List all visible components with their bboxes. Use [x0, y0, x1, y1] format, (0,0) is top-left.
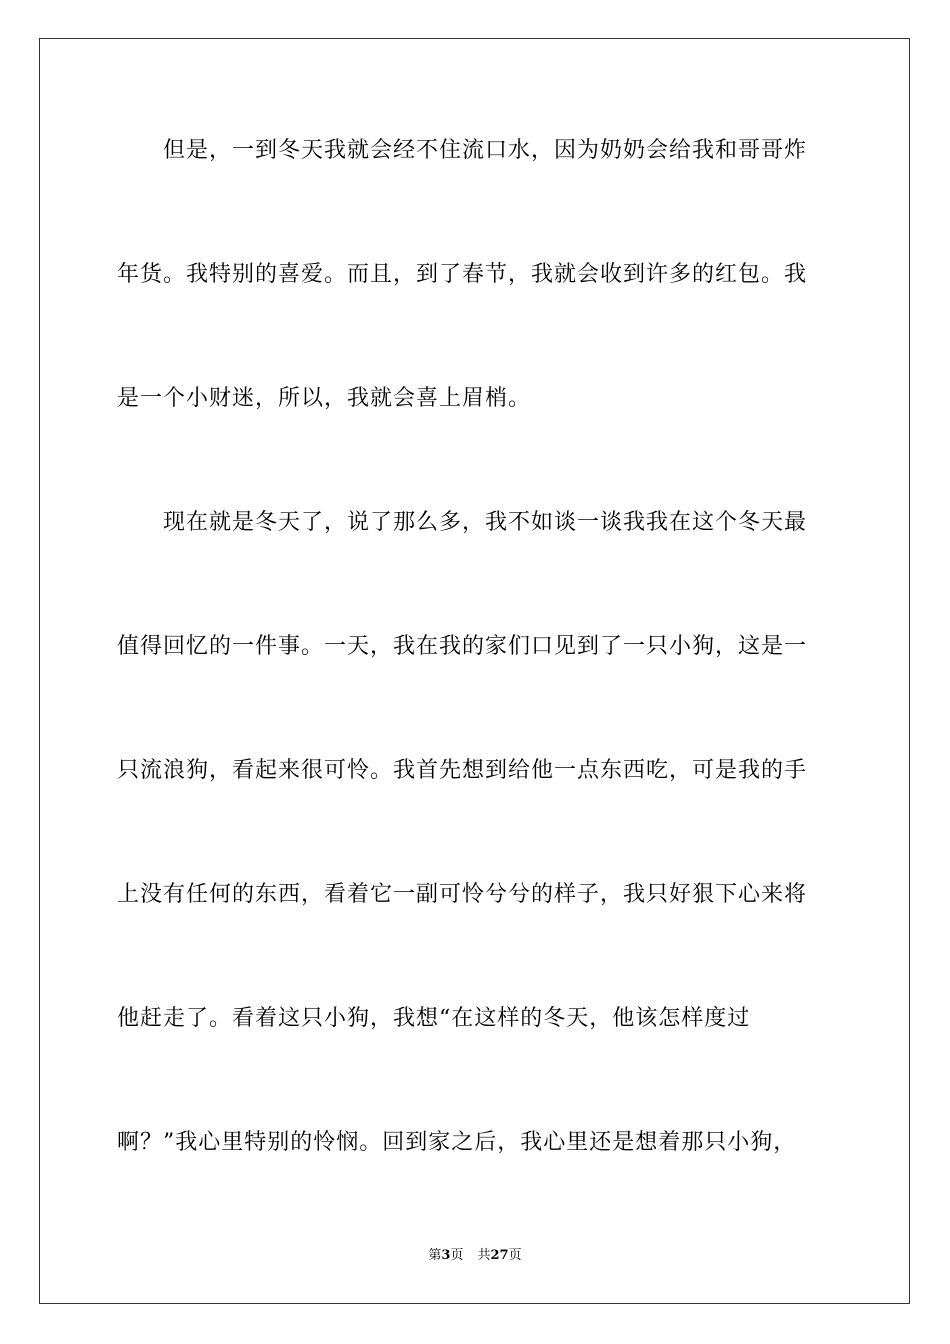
page-border: [39, 38, 910, 1304]
page-prefix: 第: [428, 1248, 442, 1263]
text-line: 他赶走了。看着这只小狗，我想“在这样的冬天，他该怎样度过: [117, 1006, 751, 1031]
text-line: 现在就是冬天了，说了那么多，我不如谈一谈我我在这个冬天最: [163, 510, 808, 535]
total-pages: 27: [490, 1248, 509, 1263]
text-line: 上没有任何的东西，看着它一副可怜兮兮的样子，我只好狠下心来将: [117, 882, 808, 907]
page-footer: [0, 1247, 950, 1265]
page-number: 3: [441, 1248, 451, 1263]
text-line: 只流浪狗，看起来很可怜。我首先想到给他一点东西吃，可是我的手: [117, 758, 808, 783]
text-line: 但是，一到冬天我就会经不住流口水，因为奶奶会给我和哥哥炸: [163, 138, 808, 163]
total-prefix: 共: [477, 1248, 491, 1263]
text-line: 啊？”我心里特别的怜悯。回到家之后，我心里还是想着那只小狗，: [117, 1130, 797, 1155]
total-suffix: 页: [508, 1248, 522, 1263]
text-line: 年货。我特别的喜爱。而且，到了春节，我就会收到许多的红包。我: [117, 262, 808, 287]
page-suffix: 页: [450, 1248, 464, 1263]
text-line: 值得回忆的一件事。一天，我在我的家们口见到了一只小狗，这是一: [117, 634, 808, 659]
text-line: 是一个小财迷，所以，我就会喜上眉梢。: [117, 386, 532, 411]
